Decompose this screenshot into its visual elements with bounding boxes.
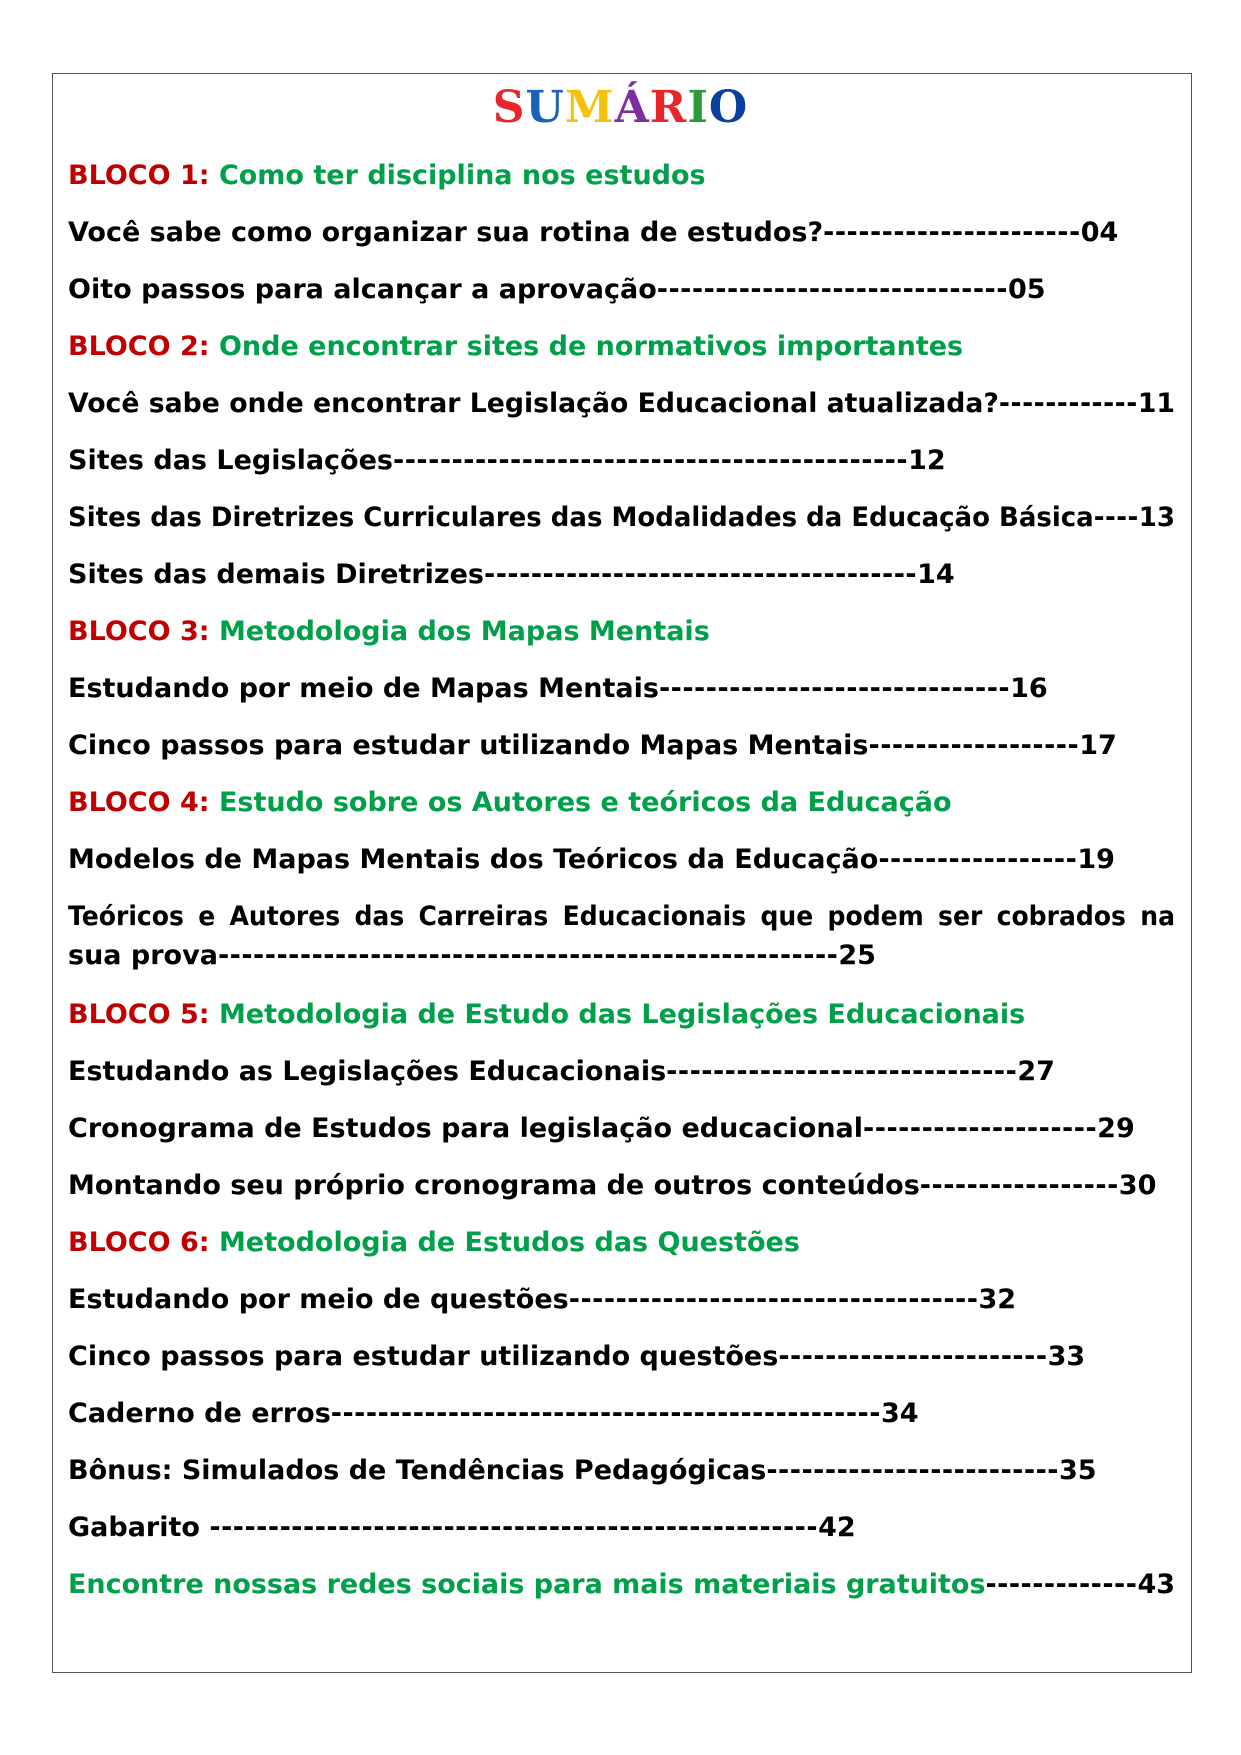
leader-dashes: ------------ bbox=[998, 388, 1138, 419]
leader-dashes: ----------------------------------- bbox=[568, 1284, 979, 1315]
title-letter: R bbox=[649, 82, 688, 133]
toc-entry[interactable] bbox=[68, 1451, 1097, 1491]
leader-dashes: ------------------------------------- bbox=[484, 559, 918, 590]
toc-entry[interactable] bbox=[68, 1337, 1085, 1377]
leader-dashes: ------------------ bbox=[868, 730, 1080, 761]
page-number: 27 bbox=[1017, 1056, 1055, 1087]
leader-dashes: ----------------------- bbox=[778, 1341, 1048, 1372]
toc-entry[interactable] bbox=[68, 1508, 856, 1548]
leader-dashes: ------------------------------ bbox=[666, 1056, 1018, 1087]
leader-dashes: ----------------------------------------------------- bbox=[217, 940, 839, 971]
bloco-6-heading bbox=[68, 1223, 800, 1263]
toc-entry[interactable] bbox=[68, 213, 1118, 253]
entry-title: Encontre nossas redes sociais para mais materiais gratuitos bbox=[68, 1569, 986, 1600]
entry-title: Estudando as Legislações Educacionais bbox=[68, 1056, 667, 1087]
bloco-label: BLOCO 1: bbox=[68, 160, 210, 191]
page-number: 05 bbox=[1007, 274, 1046, 305]
entry-title: Oito passos para alcançar a aprovação bbox=[68, 274, 657, 305]
page-number: 14 bbox=[917, 559, 955, 590]
leader-dashes: ---------------------- bbox=[823, 217, 1081, 248]
leader-dashes: ----------------- bbox=[878, 844, 1078, 875]
social-entry[interactable] bbox=[68, 1565, 1175, 1605]
entry-title: Gabarito bbox=[68, 1512, 210, 1543]
leader-dashes: -------------------------------------------- bbox=[393, 445, 909, 476]
entry-title: Sites das demais Diretrizes bbox=[68, 559, 484, 590]
toc-entry[interactable] bbox=[68, 555, 955, 595]
title-letter: I bbox=[687, 82, 709, 133]
page-number: 33 bbox=[1047, 1341, 1086, 1372]
entry-title: Teóricos e Autores das Carreiras Educacionais que podem ser cobrados na bbox=[68, 901, 1175, 932]
title-letter: O bbox=[708, 82, 749, 133]
page-number: 29 bbox=[1097, 1113, 1135, 1144]
leader-dashes: ----------------------------------------------- bbox=[330, 1398, 881, 1429]
bloco-title: Estudo sobre os Autores e teóricos da Educação bbox=[218, 787, 952, 818]
entry-title: Estudando por meio de Mapas Mentais bbox=[68, 673, 659, 704]
toc-entry[interactable] bbox=[68, 384, 1175, 424]
toc-entry[interactable] bbox=[68, 1394, 919, 1434]
toc-entry[interactable] bbox=[68, 936, 876, 976]
toc-entry[interactable] bbox=[68, 1166, 1156, 1206]
page-number: 30 bbox=[1118, 1170, 1157, 1201]
entry-title: Montando seu próprio cronograma de outros conteúdos bbox=[68, 1170, 920, 1201]
bloco-label: BLOCO 4: bbox=[68, 787, 210, 818]
bloco-3-heading bbox=[68, 612, 710, 652]
leader-dashes: ------------------------------ bbox=[658, 673, 1011, 704]
page-number: 12 bbox=[908, 445, 946, 476]
bloco-label: BLOCO 6: bbox=[68, 1227, 210, 1258]
title-letter: M bbox=[564, 82, 615, 133]
bloco-label: BLOCO 2: bbox=[68, 331, 210, 362]
toc-entry[interactable] bbox=[68, 270, 1046, 310]
title-letter: U bbox=[525, 82, 565, 133]
page-number: 35 bbox=[1059, 1455, 1097, 1486]
page-number: 16 bbox=[1010, 673, 1048, 704]
toc-entry[interactable] bbox=[68, 1109, 1135, 1149]
toc-entry[interactable] bbox=[68, 669, 1048, 709]
page-number: 25 bbox=[838, 940, 876, 971]
bloco-1-heading bbox=[68, 156, 706, 196]
entry-title: Cinco passos para estudar utilizando questões bbox=[68, 1341, 779, 1372]
entry-title: sua prova bbox=[68, 940, 218, 971]
leader-dashes: ------------- bbox=[985, 1569, 1138, 1600]
bloco-title: Metodologia de Estudos das Questões bbox=[218, 1227, 800, 1258]
toc-entry[interactable] bbox=[68, 441, 946, 481]
entry-title: Estudando por meio de questões bbox=[68, 1284, 569, 1315]
bloco-title: Como ter disciplina nos estudos bbox=[218, 160, 706, 191]
entry-title: Cinco passos para estudar utilizando Mapas Mentais bbox=[68, 730, 869, 761]
bloco-title: Onde encontrar sites de normativos importantes bbox=[218, 331, 964, 362]
toc-entry[interactable] bbox=[68, 498, 1175, 538]
leader-dashes: ----------------- bbox=[919, 1170, 1119, 1201]
toc-entry[interactable] bbox=[68, 726, 1117, 766]
toc-entry-line1[interactable] bbox=[68, 897, 1175, 937]
entry-title: Modelos de Mapas Mentais dos Teóricos da Educação bbox=[68, 844, 879, 875]
entry-title: Você sabe como organizar sua rotina de estudos? bbox=[68, 217, 824, 248]
page-number: 32 bbox=[978, 1284, 1017, 1315]
toc-entry[interactable] bbox=[68, 1280, 1016, 1320]
page-title bbox=[0, 82, 1241, 134]
page-number: 43 bbox=[1137, 1569, 1175, 1600]
leader-dashes: ---------------------------------------------------- bbox=[209, 1512, 819, 1543]
bloco-label: BLOCO 5: bbox=[68, 999, 210, 1030]
entry-title: Sites das Diretrizes Curriculares das Modalidades da Educação Básica bbox=[68, 502, 1094, 533]
toc-entry[interactable] bbox=[68, 840, 1115, 880]
leader-dashes: -------------------- bbox=[863, 1113, 1098, 1144]
leader-dashes: ---- bbox=[1093, 502, 1139, 533]
title-letter: S bbox=[492, 82, 526, 133]
entry-title: Caderno de erros bbox=[68, 1398, 331, 1429]
bloco-5-heading bbox=[68, 995, 1025, 1035]
page-number: 19 bbox=[1077, 844, 1115, 875]
page-number: 11 bbox=[1137, 388, 1175, 419]
page-number: 42 bbox=[818, 1512, 856, 1543]
bloco-title: Metodologia dos Mapas Mentais bbox=[218, 616, 710, 647]
leader-dashes: ------------------------- bbox=[766, 1455, 1059, 1486]
entry-title: Cronograma de Estudos para legislação educacional bbox=[68, 1113, 864, 1144]
page-number: 13 bbox=[1138, 502, 1175, 533]
entry-title: Você sabe onde encontrar Legislação Educacional atualizada? bbox=[68, 388, 999, 419]
bloco-title: Metodologia de Estudo das Legislações Educacionais bbox=[218, 999, 1026, 1030]
entry-title: Sites das Legislações bbox=[68, 445, 393, 476]
entry-title: Bônus: Simulados de Tendências Pedagógicas bbox=[68, 1455, 767, 1486]
page-number: 04 bbox=[1080, 217, 1119, 248]
page-number: 17 bbox=[1079, 730, 1117, 761]
toc-entry[interactable] bbox=[68, 1052, 1055, 1092]
bloco-4-heading bbox=[68, 783, 952, 823]
page-number: 34 bbox=[880, 1398, 919, 1429]
bloco-2-heading bbox=[68, 327, 963, 367]
leader-dashes: ------------------------------ bbox=[656, 274, 1008, 305]
title-letter: Á bbox=[614, 82, 650, 133]
bloco-label: BLOCO 3: bbox=[68, 616, 210, 647]
